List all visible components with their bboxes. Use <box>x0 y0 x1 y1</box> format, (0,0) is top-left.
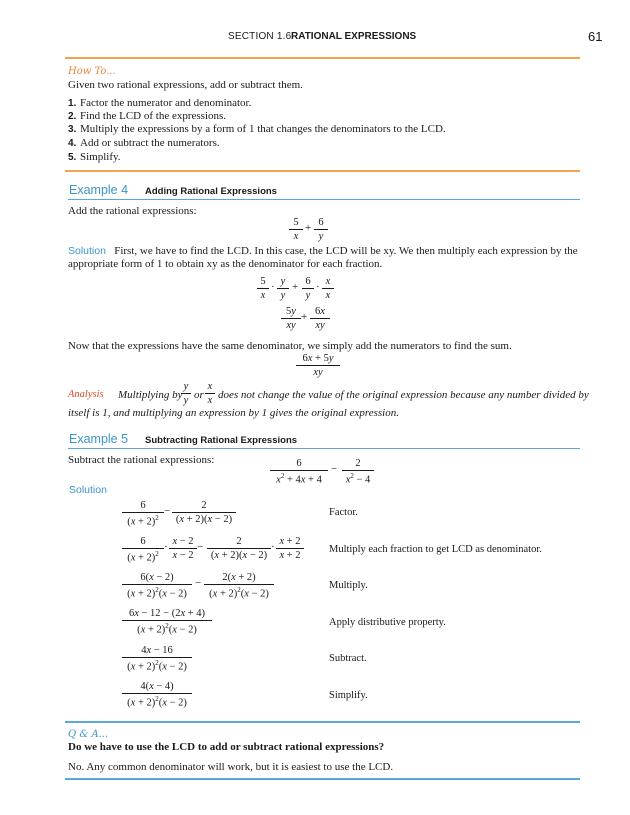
fraction: $\frac{4(x - 4)}{(x + 2)^2(x - 2)}$ <box>122 681 192 709</box>
fraction: $\frac{6x + 5y}{xy}$ <box>296 353 340 378</box>
example-4-solution: Solution First, we have to find the LCD. In this case, the LCD will be xy. We then multiply each expression by the <box>68 245 578 257</box>
step-note: Multiply. <box>329 580 368 591</box>
plus-operator: + <box>301 311 308 323</box>
step-note: Multiply each fraction to get LCD as denominator. <box>329 544 542 555</box>
fraction: $\frac{6}{(x + 2)^2}$ <box>122 536 164 564</box>
example-4-rule <box>68 199 580 200</box>
howto-step: 1. Factor the numerator and denominator. <box>68 97 252 109</box>
analysis-line2: itself is 1, and multiplying an expression by 1 gives the original expression. <box>68 407 399 419</box>
example-4-title: Adding Rational Expressions <box>145 186 277 197</box>
fraction: $\frac{6x - 12 - (2x + 4)}{(x + 2)^2(x - 2)}$ <box>122 608 212 636</box>
example-4-after-text: Now that the expressions have the same denominator, we simply add the numerators to find the sum. <box>68 340 512 352</box>
plus-operator: + <box>292 281 299 293</box>
fraction: $\frac{2}{(x + 2)(x - 2)}$ <box>207 536 271 561</box>
example-5-solution-label: Solution <box>69 484 107 496</box>
fraction: $\frac{x + 2}{x + 2}$ <box>276 536 304 561</box>
example-4-prompt: Add the rational expressions: <box>68 205 197 217</box>
fraction: $\frac{2}{(x + 2)(x - 2)}$ <box>172 500 236 525</box>
qa-bottom-rule <box>65 778 580 780</box>
example-4-solution-line2: appropriate form of 1 to obtain xy as the denominator for each fraction. <box>68 258 383 270</box>
howto-step: 3. Multiply the expressions by a form of 1 that changes the denominators to the LCD. <box>68 123 446 135</box>
fraction: $\frac{6}{(x + 2)^2}$ <box>122 500 164 528</box>
example-4-label: Example 4 <box>69 183 129 197</box>
analysis-post-text: does not change the value of the original expression because any number divided by <box>218 389 589 401</box>
howto-intro: Given two rational expressions, add or subtract them. <box>68 79 303 91</box>
example-5-title: Subtracting Rational Expressions <box>145 435 298 446</box>
minus-operator: − <box>331 463 338 475</box>
fraction: $\frac{6x}{xy}$ <box>310 306 330 331</box>
fraction: $\frac{6}{y}$ <box>302 276 314 301</box>
example-5-rule <box>68 448 580 449</box>
section-title: RATIONAL EXPRESSIONS <box>291 31 417 42</box>
fraction: $\frac{5}{x}$ <box>289 217 303 242</box>
step-note: Factor. <box>329 507 358 518</box>
fraction: $\frac{x}{x}$ <box>322 276 334 301</box>
step-note: Simplify. <box>329 690 368 701</box>
fraction: $\frac{6(x - 2)}{(x + 2)^2(x - 2)}$ <box>122 572 192 600</box>
minus-operator: − <box>164 505 171 517</box>
qa-top-rule <box>65 721 580 723</box>
minus-operator: − <box>197 541 204 553</box>
analysis-or-text: or <box>194 389 204 401</box>
dot-operator: · <box>164 541 168 553</box>
howto-step: 2. Find the LCD of the expressions. <box>68 110 227 122</box>
analysis-fraction-y: $\frac{y}{y}$ <box>181 381 191 406</box>
analysis-fraction-x: $\frac{x}{x}$ <box>205 381 215 406</box>
fraction: $\frac{2}{x^2 - 4}$ <box>342 458 374 486</box>
dot-operator: · <box>271 281 275 293</box>
fraction: $\frac{4x - 16}{(x + 2)^2(x - 2)}$ <box>122 645 192 673</box>
example-5-prompt: Subtract the rational expressions: <box>68 454 215 466</box>
analysis-pre-text: Multiplying by <box>118 389 183 401</box>
fraction: $\frac{5}{x}$ <box>257 276 269 301</box>
howto-label: How To... <box>68 66 116 77</box>
fraction: $\frac{y}{y}$ <box>277 276 289 301</box>
howto-step: 4. Add or subtract the numerators. <box>68 137 220 149</box>
page-number: 61 <box>588 29 603 44</box>
qa-label: Q & A... <box>68 729 109 740</box>
fraction: $\frac{x - 2}{x - 2}$ <box>169 536 197 561</box>
howto-bottom-rule <box>65 170 580 172</box>
howto-step: 5. Simplify. <box>68 151 121 163</box>
step-note: Apply distributive property. <box>329 617 446 628</box>
plus-operator: + <box>305 222 312 234</box>
analysis-label-styled: Analysis <box>68 389 104 400</box>
fraction: $\frac{6}{x^2 + 4x + 4}$ <box>270 458 328 486</box>
step-note: Subtract. <box>329 653 367 664</box>
fraction: $\frac{6}{y}$ <box>314 217 328 242</box>
qa-answer: No. Any common denominator will work, but it is easiest to use the LCD. <box>68 761 394 773</box>
dot-operator: · <box>271 541 275 553</box>
minus-operator: − <box>195 577 202 589</box>
fraction: $\frac{5y}{xy}$ <box>281 306 301 331</box>
example-5-label: Example 5 <box>69 432 129 446</box>
section-number: SECTION 1.6 <box>228 31 292 42</box>
dot-operator: · <box>316 281 320 293</box>
howto-top-rule <box>65 57 580 59</box>
qa-question: Do we have to use the LCD to add or subtract rational expressions? <box>68 741 385 753</box>
fraction: $\frac{2(x + 2)}{(x + 2)^2(x - 2)}$ <box>204 572 274 600</box>
